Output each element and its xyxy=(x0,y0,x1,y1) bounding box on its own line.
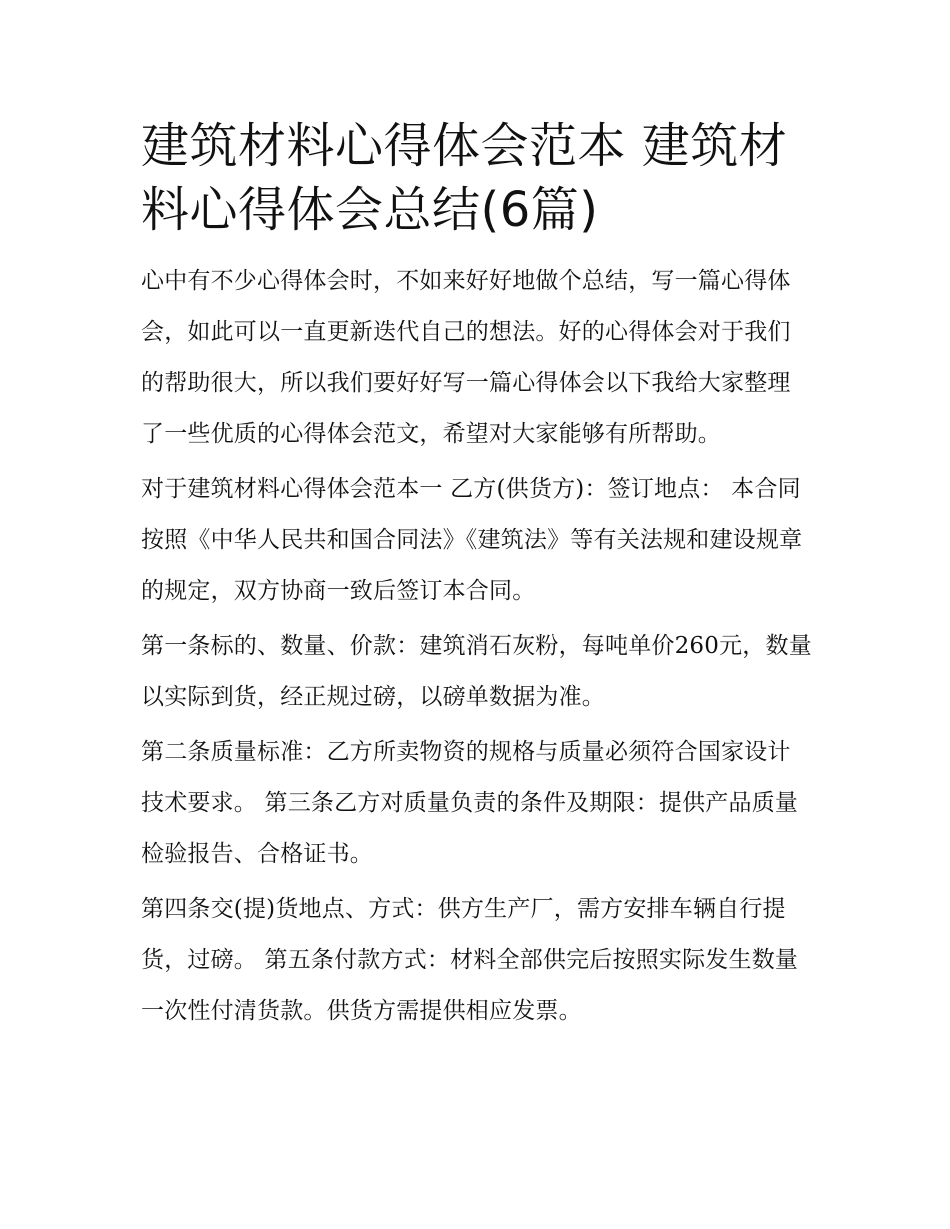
paragraph-article-1: 第一条标的、数量、价款：建筑消石灰粉，每吨单价260元，数量以实际到货，经正规过磅，以磅单数据为准。 xyxy=(141,633,812,710)
paragraph-article-4-5: 第四条交(提)货地点、方式：供方生产厂，需方安排车辆自行提货，过磅。 第五条付款方式：材料全部供完后按照实际发生数量一次性付清货款。供货方需提供相应发票。 xyxy=(141,896,799,1024)
document-title: 建筑材料心得体会范本 建筑材料心得体会总结(6篇) xyxy=(141,118,788,238)
document-body xyxy=(141,256,813,1037)
document-page xyxy=(141,114,813,1041)
paragraph-contract-intro: 对于建筑材料心得体会范本一 乙方(供货方)：签订地点： 本合同按照《中华人民共和国合同法》《建筑法》等有关法规和建设规章的规定，双方协商一致后签订本合同。 xyxy=(141,476,803,604)
paragraph-intro: 心中有不少心得体会时，不如来好好地做个总结，写一篇心得体会，如此可以一直更新迭代自己的想法。好的心得体会对于我们的帮助很大，所以我们要好好写一篇心得体会以下我给大家整理了一些优质的心得体会范文，希望对大家能够有所帮助。 xyxy=(141,268,791,447)
paragraph-article-2-3: 第二条质量标准：乙方所卖物资的规格与质量必须符合国家设计技术要求。 第三条乙方对质量负责的条件及期限：提供产品质量检验报告、合格证书。 xyxy=(141,739,799,867)
